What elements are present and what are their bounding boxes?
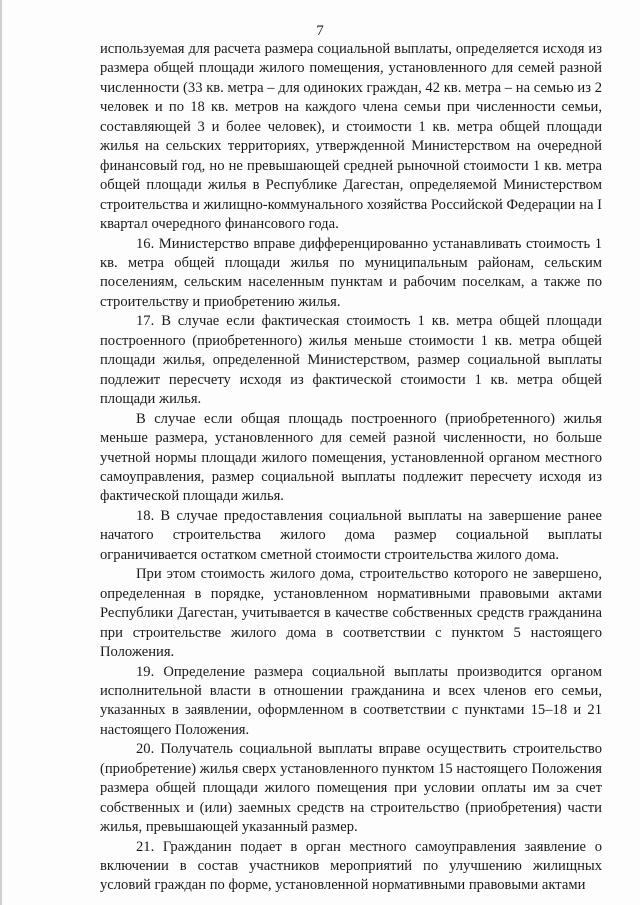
- paragraph-continuation: используемая для расчета размера социальной выплаты, определяется исходя из размера общей площади жилого помещения, установленного для семей разной численности (33 кв. метра – для одиноких граждан, 42 кв. метра – на семью из 2 человек и по 18 кв. метров на каждого члена семьи при численности семьи, составляющей 3 и более человек), и стоимости 1 кв. метра общей площади жилья на сельских территориях, утвержденной Министерством на очередной финансовый год, но не превышающей средней рыночной стоимости 1 кв. метра общей площади жилья в Республике Дагестан, определяемой Министерством строительства и жилищно-коммунального хозяйства Российской Федерации на I квартал очередного финансового года.: [100, 41, 602, 233]
- paragraph-item-18: 18. В случае предоставления социальной выплаты на завершение ранее начатого строительства жилого дома размер социальной выплаты ограничивается остатком сметной стоимости строительства жилого дома.: [100, 507, 602, 563]
- document-body: [100, 40, 602, 896]
- paragraph-item-16: 16. Министерство вправе дифференцированно устанавливать стоимость 1 кв. метра общей площади жилья по муниципальным районам, сельским поселениям, сельским населенным пунктам и рабочим поселкам, а также по строительству и приобретению жилья.: [100, 235, 602, 310]
- paragraph-item-20: 20. Получатель социальной выплаты вправе осуществить строительство (приобретение) жилья сверх установленного пунктом 15 настоящего Положения размера общей площади жилого помещения при условии оплаты им за счет собственных и (или) заемных средств на строительство (приобретения) части жилья, превышающей указанный размер.: [100, 741, 602, 836]
- paragraph-item-18-part-2: При этом стоимость жилого дома, строительство которого не завершено, определенная в порядке, установленном нормативными правовыми актами Республики Дагестан, учитывается в качестве собственных средств гражданина при строительстве жилого дома в соответствии с пунктом 5 настоящего Положения.: [100, 566, 602, 661]
- paragraph-item-17: 17. В случае если фактическая стоимость 1 кв. метра общей площади построенного (приобретенного) жилья меньше стоимости 1 кв. метра общей площади жилья, определенной Министерством, размер социальной выплаты подлежит пересчету исходя из фактической стоимости 1 кв. метра общей площади жилья.: [100, 313, 602, 408]
- scan-edge: [0, 0, 2, 905]
- paragraph-item-17-part-2: В случае если общая площадь построенного (приобретенного) жилья меньше размера, установленного для семей разной численности, но больше учетной нормы площади жилого помещения, установленной органом местного самоуправления, размер социальной выплаты подлежит пересчету исходя из фактической площади жилья.: [100, 410, 602, 505]
- paragraph-item-21: 21. Гражданин подает в орган местного самоуправления заявление о включении в состав участников мероприятий по улучшению жилищных условий граждан по форме, установленной нормативными правовыми актами: [100, 838, 602, 894]
- paragraph-item-19: 19. Определение размера социальной выплаты производится органом исполнительной власти в отношении гражданина и всех членов его семьи, указанных в заявлении, оформленном в соответствии с пунктами 15–18 и 21 настоящего Положения.: [100, 663, 602, 738]
- page-number: 7: [316, 23, 324, 39]
